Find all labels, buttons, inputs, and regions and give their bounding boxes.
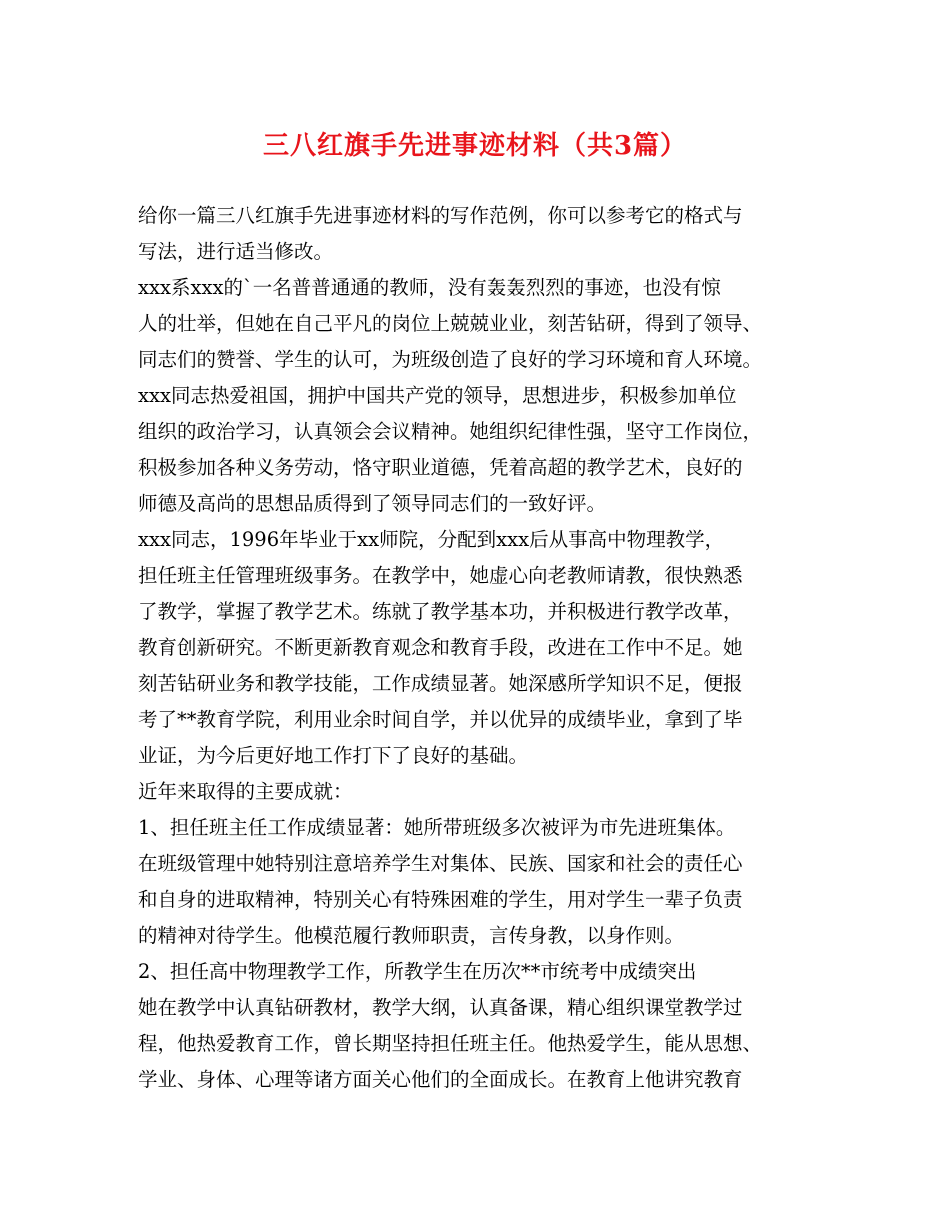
text-line: 程，他热爱教育工作，曾长期坚持担任班主任。他热爱学生，能从思想、 bbox=[138, 1032, 763, 1055]
text-line: 了教学，掌握了教学艺术。练就了教学基本功，并积极进行教学改革， bbox=[138, 600, 743, 623]
text-line: 近年来取得的主要成就： bbox=[138, 780, 353, 803]
text-line: 学业、身体、心理等诸方面关心他们的全面成长。在教育上他讲究教育 bbox=[138, 1068, 743, 1091]
text-line: xxx系xxx的`一名普普通通的教师，没有轰轰烈烈的事迹，也没有惊 bbox=[138, 276, 721, 299]
text-line: 担任班主任管理班级事务。在教学中，她虚心向老教师请教，很快熟悉 bbox=[138, 564, 743, 587]
text-line: xxx同志热爱祖国，拥护中国共产党的领导，思想进步，积极参加单位 bbox=[138, 384, 737, 407]
text-line: 她在教学中认真钻研教材，教学大纲，认真备课，精心组织课堂教学过 bbox=[138, 996, 743, 1019]
text-line: 人的壮举，但她在自己平凡的岗位上兢兢业业，刻苦钻研，得到了领导、 bbox=[138, 312, 763, 335]
document-title: 三八红旗手先进事迹材料（共3篇） bbox=[262, 131, 688, 161]
text-line: 业证，为今后更好地工作打下了良好的基础。 bbox=[138, 744, 529, 767]
text-line: 和自身的进取精神，特别关心有特殊困难的学生，用对学生一辈子负责 bbox=[138, 888, 743, 911]
text-line: 2、担任高中物理教学工作，所教学生在历次**市统考中成绩突出 bbox=[138, 960, 697, 983]
text-line: 1、担任班主任工作成绩显著：她所带班级多次被评为市先进班集体。 bbox=[138, 816, 736, 839]
text-line: 在班级管理中她特别注意培养学生对集体、民族、国家和社会的责任心 bbox=[138, 852, 743, 875]
text-line: 刻苦钻研业务和教学技能，工作成绩显著。她深感所学知识不足，便报 bbox=[138, 672, 743, 695]
text-line: xxx同志，1996年毕业于xx师院，分配到xxx后从事高中物理教学， bbox=[138, 528, 725, 551]
text-line: 考了**教育学院，利用业余时间自学，并以优异的成绩毕业，拿到了毕 bbox=[138, 708, 743, 731]
text-line: 积极参加各种义务劳动，恪守职业道德，凭着高超的教学艺术，良好的 bbox=[138, 456, 743, 479]
document-body bbox=[138, 198, 838, 1098]
text-line: 的精神对待学生。他模范履行教师职责，言传身教，以身作则。 bbox=[138, 924, 685, 947]
text-line: 组织的政治学习，认真领会会议精神。她组织纪律性强，坚守工作岗位， bbox=[138, 420, 763, 443]
text-line: 教育创新研究。不断更新教育观念和教育手段，改进在工作中不足。她 bbox=[138, 636, 743, 659]
text-line: 师德及高尚的思想品质得到了领导同志们的一致好评。 bbox=[138, 492, 607, 515]
text-line: 同志们的赞誉、学生的认可，为班级创造了良好的学习环境和育人环境。 bbox=[138, 348, 763, 371]
text-line: 给你一篇三八红旗手先进事迹材料的写作范例，你可以参考它的格式与 bbox=[138, 204, 743, 227]
text-line: 写法，进行适当修改。 bbox=[138, 240, 334, 263]
